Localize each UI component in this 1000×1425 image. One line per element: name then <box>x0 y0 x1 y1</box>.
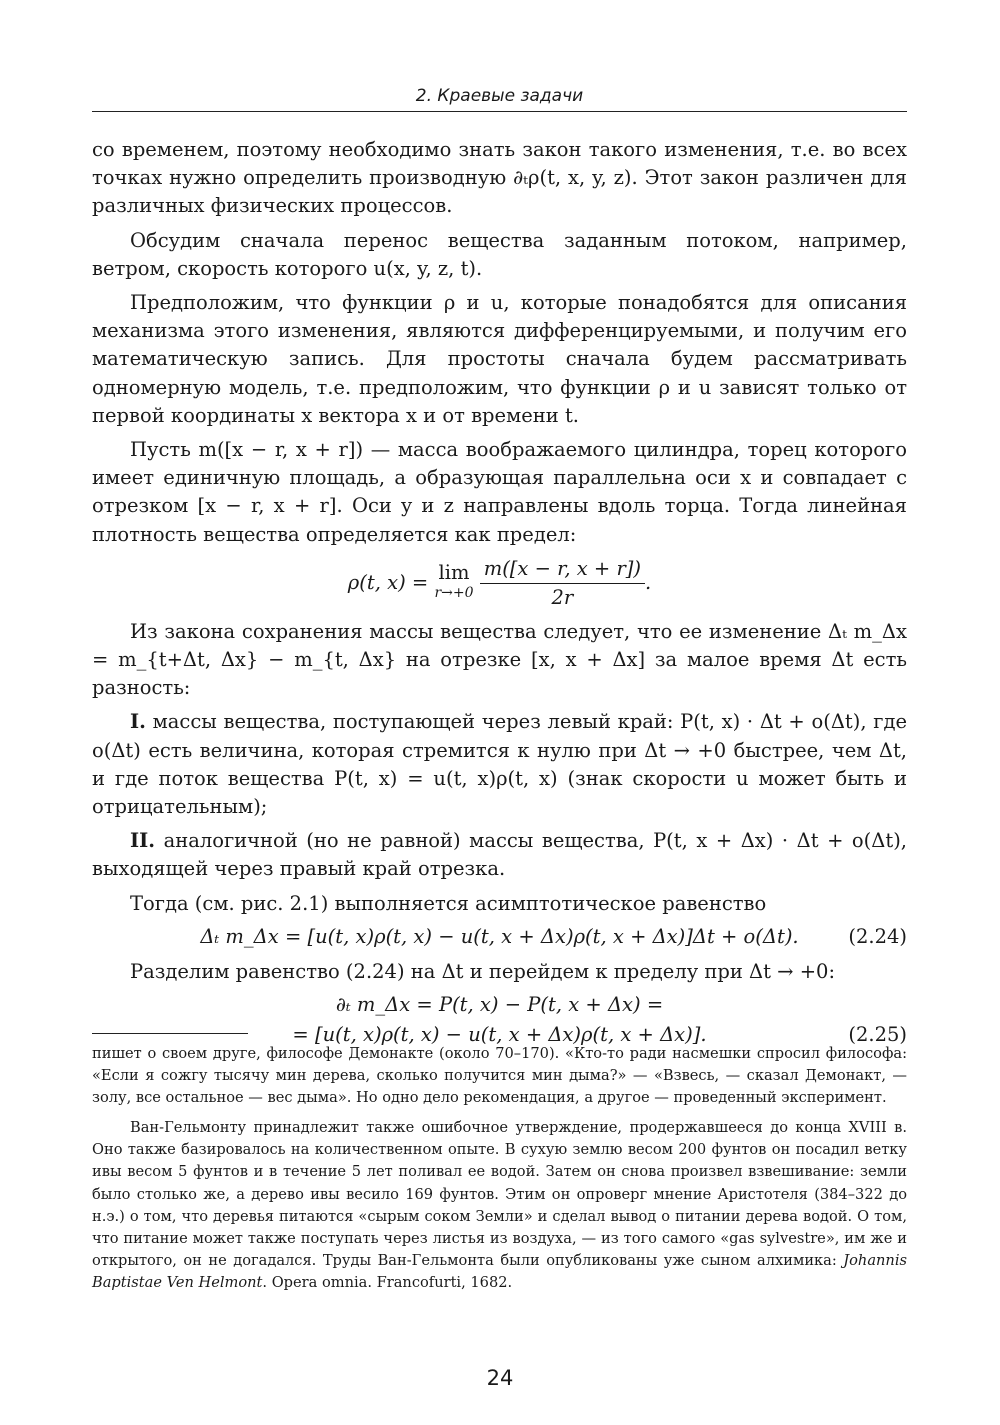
paragraph-2: Обсудим сначала перенос вещества заданным потоком, например, ветром, скорость которого u(x, y, z, t). <box>92 228 907 280</box>
footnote-2-italic-title: Johannis Baptistae Ven Helmont <box>92 1251 907 1291</box>
item-text-2: аналогичной (но не равной) массы вещества, P(t, x + Δx) · Δt + o(Δt), выходящей через правый край отрезка. <box>92 829 908 881</box>
equation-number-2-25: (2.25) <box>848 1023 907 1047</box>
footnote-1: пишет о своем друге, философе Демонакте (около 70–170). «Кто-то ради насмешки спросил философа: «Если я сожгу тысячу мин дерева, сколько получится мин дыма?» — «Взвесь, — сказал Демонакт, — золу, все остальное — вес дыма». Но одно дело рекомендация, а другое — проведенный эксперимент. <box>92 1045 907 1107</box>
equation-period: . <box>645 570 652 594</box>
footnote-2-text: Ван-Гельмонту принадлежит также ошибочное утверждение, продержавшееся до конца XVIII в. Оно также базировалось на количественном опыте. В сухую землю весом 200 фунтов он посадил ветку ивы весом 5 фунтов и в течение 5 лет поливал ее водой. Затем он снова произвел взвешивание: земли было столько же, а дерево ивы весило 169 фунтов. Этим он опроверг мнение Аристотеля (384–322 до н.э.) о том, что деревья питаются «сырым соком Земли» и сделал вывод о питании дерева водой. О том, что питание может также поступать через листья из воздуха, — из того самого «gas sylvestre», им же и открытого, он не догадался. Труды Ван-Гельмонта были опубликованы уже сыном алхимика: <box>92 1119 907 1269</box>
item-label-1: I. <box>130 710 146 734</box>
equation-lhs: ρ(t, x) = <box>347 570 429 594</box>
running-header: 2. Краевые задачи <box>415 86 584 106</box>
footnote-2-end: . Opera omnia. Francofurti, 1682. <box>262 1273 513 1291</box>
paragraph-3: Предположим, что функции ρ и u, которые понадобятся для описания механизма этого изменения, являются дифференцируемыми, и получим его математическую запись. Для простоты сначала будем рассматривать одномерную модель, т.е. предположим, что функции ρ и u зависят только от первой координаты x вектора x и от времени t. <box>92 291 907 427</box>
item-text-1: массы вещества, поступающей через левый край: P(t, x) · Δt + o(Δt), где o(Δt) есть величина, которая стремится к нулю при Δt → +0 быстрее, чем Δt, и где поток вещества P(t, x) = u(t, x)ρ(t, x) (знак скорости u может быть и отрицательным); <box>92 710 907 819</box>
limit-symbol: lim <box>438 561 470 585</box>
footnote-rule <box>92 1033 248 1034</box>
header-rule <box>92 111 907 112</box>
paragraph-9: Разделим равенство (2.24) на Δt и перейдем к пределу при Δt → +0: <box>130 959 836 983</box>
footnote-2 <box>92 1117 907 1294</box>
main-text <box>92 136 907 1050</box>
limit-operator <box>434 563 473 603</box>
equation-2-24-body: Δₜ m_Δx = [u(t, x)ρ(t, x) − u(t, x + Δx)ρ(t, x + Δx)]Δt + o(Δt). <box>200 924 799 948</box>
fraction-denominator: 2r <box>551 585 574 609</box>
limit-subscript: r→+0 <box>434 585 474 602</box>
density-limit-equation <box>92 555 907 612</box>
paragraph-6 <box>92 708 907 821</box>
page-number: 24 <box>486 1366 514 1390</box>
item-label-2: II. <box>130 829 156 853</box>
paragraph-5: Из закона сохранения массы вещества следует, что ее изменение Δₜ m_Δx = m_{t+Δt, Δx} − m_{t, Δx} на отрезке [x, x + Δx] за малое время Δt есть разность: <box>92 619 907 700</box>
fraction <box>480 555 645 612</box>
paragraph-7 <box>92 827 907 883</box>
footnotes <box>92 1043 907 1294</box>
fraction-numerator: m([x − r, x + r]) <box>480 555 645 584</box>
paragraph-8: Тогда (см. рис. 2.1) выполняется асимптотическое равенство <box>130 891 767 915</box>
equation-2-24 <box>92 922 907 952</box>
paragraph-1: со временем, поэтому необходимо знать закон такого изменения, т.е. во всех точках нужно определить производную ∂ₜρ(t, x, y, z). Этот закон различен для различных физических процессов. <box>92 138 907 218</box>
paragraph-4: Пусть m([x − r, x + r]) — масса воображаемого цилиндра, торец которого имеет единичную площадь, а образующая параллельна оси x и совпадает с отрезком [x − r, x + r]. Оси y и z направлены вдоль торца. Тогда линейная плотность вещества определяется как предел: <box>92 438 907 546</box>
equation-2-25-second: = [u(t, x)ρ(t, x) − u(t, x + Δx)ρ(t, x + Δx)]. <box>292 1023 707 1047</box>
equation-2-25-line-1 <box>92 990 907 1020</box>
equation-number-2-24: (2.24) <box>848 924 907 948</box>
equation-2-25-first: ∂ₜ m_Δx = P(t, x) − P(t, x + Δx) = <box>335 993 664 1017</box>
